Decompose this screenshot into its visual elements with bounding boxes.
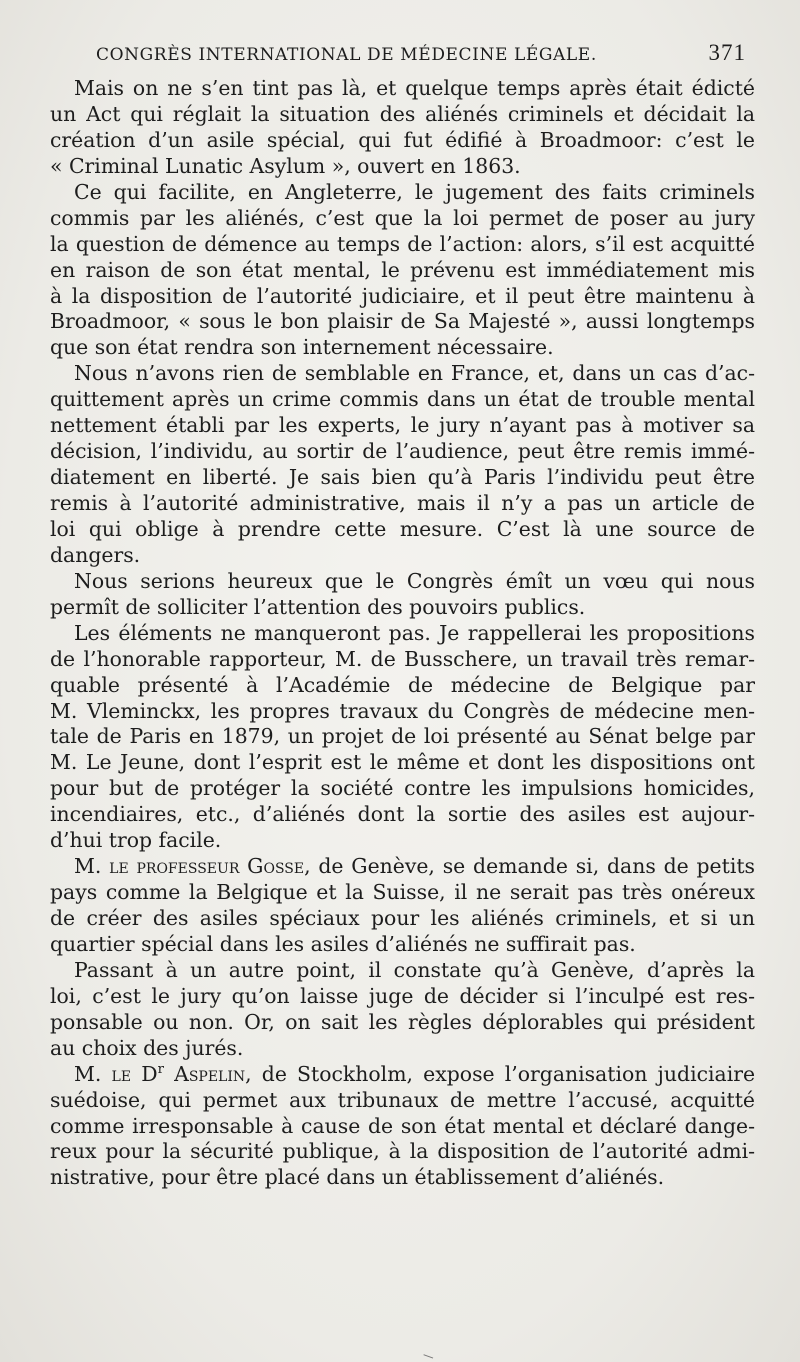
text-line: M. le $D^r$ Aspelin, de Stockholm, expose l’organisation judiciaire (74, 1061, 756, 1086)
text-line: tale de Paris en 1879, un projet de loi présenté au Sénat belge par (50, 724, 755, 749)
text-line: commis par les aliénés, c’est que la loi permet de poser au jury (50, 205, 755, 230)
text-line: comme irresponsable à cause de son état mental et déclaré dange- (50, 1113, 755, 1138)
text-line: Passant à un autre point, il constate qu’à Genève, d’après la (74, 957, 755, 982)
text-line: Mais on ne s’en tint pas là, et quelque temps après était édicté (74, 76, 755, 100)
text-line: à la disposition de l’autorité judiciaire, et il peut être maintenu à (50, 283, 755, 308)
text-line: M. Vleminckx, les propres travaux du Congrès de médecine men- (50, 698, 755, 723)
text-line: suédoise, qui permet aux tribunaux de mettre l’accusé, acquitté (50, 1087, 755, 1112)
running-title: CONGRÈS INTERNATIONAL DE MÉDECINE LÉGALE. (96, 45, 597, 65)
page-header (96, 40, 746, 70)
text-line: décision, l’individu, au sortir de l’audience, peut être remis immé- (50, 439, 755, 464)
text-line: d’hui trop facile. (50, 828, 222, 853)
text-line: en raison de son état mental, le prévenu est immédiatement mis (50, 257, 755, 282)
text-line: nettement établi par les experts, le jury n’ayant pas à motiver sa (50, 413, 755, 438)
text-line: remis à l’autorité administrative, mais il n’y a pas un article de (50, 491, 755, 515)
text-line: quartier spécial dans les asiles d’aliénés ne suffirait pas. (50, 931, 636, 956)
text-line: permît de solliciter l’attention des pouvoirs publics. (50, 594, 586, 619)
text-line: diatement en liberté. Je sais bien qu’à Paris l’individu peut être (50, 465, 755, 490)
print-mark (423, 1350, 434, 1358)
text-line: Nous serions heureux que le Congrès émît un vœu qui nous (74, 568, 755, 593)
text-line: que son état rendra son internement nécessaire. (50, 335, 554, 360)
text-line: loi, c’est le jury qu’on laisse juge de décider si l’inculpé est res- (50, 983, 755, 1008)
text-line: reux pour la sécurité publique, à la disposition de l’autorité admi- (50, 1139, 755, 1164)
text-line: création d’un asile spécial, qui fut édifié à Broadmoor: c’est le (50, 127, 755, 152)
page-number: 371 (708, 40, 746, 65)
text-line: Nous n’avons rien de semblable en France, et, dans un cas d’ac- (74, 361, 755, 386)
text-line: nistrative, pour être placé dans un établissement d’aliénés. (50, 1165, 665, 1190)
text-line: Ce qui facilite, en Angleterre, le jugement des faits criminels (74, 179, 755, 204)
text-line: quable présenté à l’Académie de médecine de Belgique par (50, 672, 755, 697)
text-line: Broadmoor, « sous le bon plaisir de Sa Majesté », aussi longtemps (50, 309, 755, 334)
text-line: pays comme la Belgique et la Suisse, il ne serait pas très onéreux (50, 880, 755, 905)
text-line: M. Le Jeune, dont l’esprit est le même et dont les dispositions ont (50, 750, 755, 775)
body-text (50, 76, 755, 1191)
text-line: « Criminal Lunatic Asylum », ouvert en 1863. (50, 153, 521, 178)
text-line: quittement après un crime commis dans un état de trouble mental (50, 387, 755, 412)
text-line: pour but de protéger la société contre les impulsions homicides, (50, 776, 755, 801)
text-line: la question de démence au temps de l’action: alors, s’il est acquitté (50, 231, 755, 256)
text-line: au choix des jurés. (50, 1035, 244, 1060)
text-line: ponsable ou non. Or, on sait les règles déplorables qui président (50, 1009, 755, 1034)
text-line: loi qui oblige à prendre cette mesure. C’est là une source de (50, 516, 755, 541)
text-line: dangers. (50, 542, 141, 567)
text-line: un Act qui réglait la situation des aliénés criminels et décidait la (50, 101, 755, 126)
text-line: incendiaires, etc., d’aliénés dont la sortie des asiles est aujour- (50, 802, 755, 827)
text-line: de l’honorable rapporteur, M. de Busschere, un travail très remar- (50, 646, 755, 671)
text-line: de créer des asiles spéciaux pour les aliénés criminels, et si un (50, 906, 755, 930)
text-line: M. le professeur Gosse, de Genève, se demande si, dans de petits (74, 854, 755, 879)
text-line: Les éléments ne manqueront pas. Je rappellerai les propositions (74, 620, 755, 645)
